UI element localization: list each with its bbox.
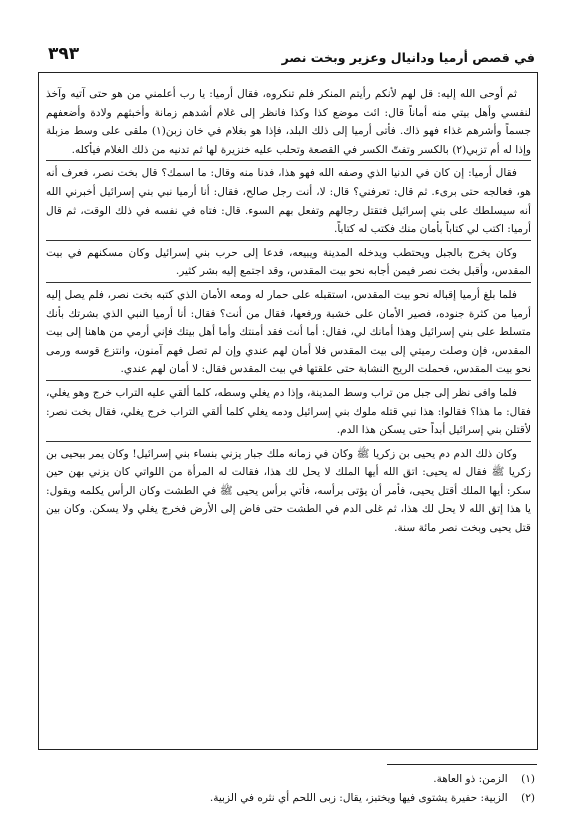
footnote	[55, 770, 535, 789]
paragraph-block	[46, 384, 531, 442]
footnote-number: (١)	[521, 773, 535, 785]
paragraph: ثم أوحى الله إليه: قل لهم لأنكم رأيتم المنكر فلم تنكروه، فقال أرميا: يا رب أعلمني من هو حتى آتيه وآخذ لنفسي وأهل بيتي منه أماناً قال: ائت موضع كذا وكذا فانظر إلى غلام أشدهم زمانة وأخبثهم ولادة وأضعفهم جسماً وأشرهم غذاء فهو ذاك. فأتى أرميا إلى ذلك البلد، فإذا هو بغلام في خان زبن(١) ملقى على وسط مزبلة وإذا له أم تزبي(٢) بالكسر وتفتّ الكسر في القصعة وتحلب عليه خنزيرة لها ثم تدنيه من ذلك الغلام فيأكله.	[46, 88, 531, 156]
paragraph-block	[46, 244, 531, 283]
main-text	[46, 82, 531, 539]
paragraph: فلما وافى نظر إلى جبل من تراب وسط المدينة، وإذا دم يغلي وسطه، كلما ألقي عليه التراب خرج وهو يغلي، فقال: ما هذا؟ فقالوا: هذا نبي قتله ملوك بني إسرائيل ودمه يغلي كلما ألقي التراب خرج يغلي، فقال بخت نصر: لأقتلن بني إسرائيل أبداً حتى يسكن هذا الدم.	[46, 386, 531, 437]
footnote-text: الزبية: حفيرة يشتوى فيها ويختبز، يقال: زبى اللحم أي نثره في الزبية.	[209, 792, 508, 804]
paragraph: وكان ذلك الدم دم يحيى بن زكريا ﷺ وكان في زمانه ملك جبار يزني بنساء بني إسرائيل! وكان يمر بيحيى بن زكريا ﷺ فقال له يحيى: اتق الله أيها الملك لا يحل لك هذا، فقالت له المرأة من اللواتي كان يزني بهن حين سكر: أيها الملك أقتل يحيى، فأمر أن يؤتى برأسه، فأتي برأس يحيى ﷺ في الطشت وكان الرأس يكلمه ويقول: يا هذا إتق الله لا يحل لك هذا، ثم غلى الدم في الطشت حتى فاض إلى الأرض فخرج يغلي ولا يسكن. وكان بين قتل يحيى وبخت نصر مائة سنة.	[46, 447, 531, 535]
footnote-divider	[387, 764, 537, 765]
page-number: ٣٩٣	[48, 44, 80, 64]
footnote-text: الزمن: ذو العاهة.	[433, 773, 508, 785]
running-header-title: في قصص أرميا ودانيال وعزير وبخت نصر	[281, 50, 535, 65]
paragraph-block	[46, 164, 531, 240]
paragraph: فلما بلغ أرميا إقباله نحو بيت المقدس، استقبله على حمار له ومعه الأمان الذي كتبه بخت نصر، فلم يصل إليه أرميا من كثرة جنوده، فصير الأمان على خشبة ورفعها، فقال من أنت؟ فقال: أنا أرميا النبي الذي بشرتك بأنك متسلط على بني إسرائيل وهذا أمانك لي، فقال: أما أنت فقد أمنتك وأما أهل بيتك فإني أرمي من هاهنا إلى بيت المقدس، فإن وصلت رميتي إلى بيت المقدس فلا أمان لهم عندي وإن لم تصل فهم آمنون، وانتزع قوسه ورمى نحو بيت المقدس، فحملت الريح النشابة حتى علقتها في بيت المقدس فقال: لا أمان لهم عندي.	[46, 288, 531, 376]
paragraph-block	[46, 286, 531, 381]
paragraph: وكان يخرج بالجبل ويحتطب ويدخله المدينة ويبيعه، فدعا إلى حرب بني إسرائيل وكان مسكنهم في بيت المقدس، وأقبل بخت نصر فيمن أجابه نحو بيت المقدس، وقد اجتمع إليه بشر كثير.	[46, 246, 531, 278]
paragraph: فقال أرميا: إن كان في الدنيا الذي وصفه الله فهو هذا، فدنا منه وقال: ما اسمك؟ قال بخت نصر، فعرف أنه هو، فعالجه حتى برىء. ثم قال: تعرفني؟ قال: لا، أنت رجل صالح، فقال: أنا أرميا نبي بني إسرائيل أخبرني الله أنه سيسلطك على بني إسرائيل فتقتل رجالهم وتفعل بهم السوء. قال: فتاه في نفسه في ذلك الوقت، ثم قال أرميا: اكتب لي كتاباً بأمان منك فكتب له كتاباً.	[46, 167, 531, 236]
paragraph-block	[46, 445, 531, 538]
footnote	[55, 789, 535, 808]
footnotes	[55, 770, 535, 808]
footnote-number: (٢)	[521, 792, 535, 804]
paragraph-block	[46, 85, 531, 161]
